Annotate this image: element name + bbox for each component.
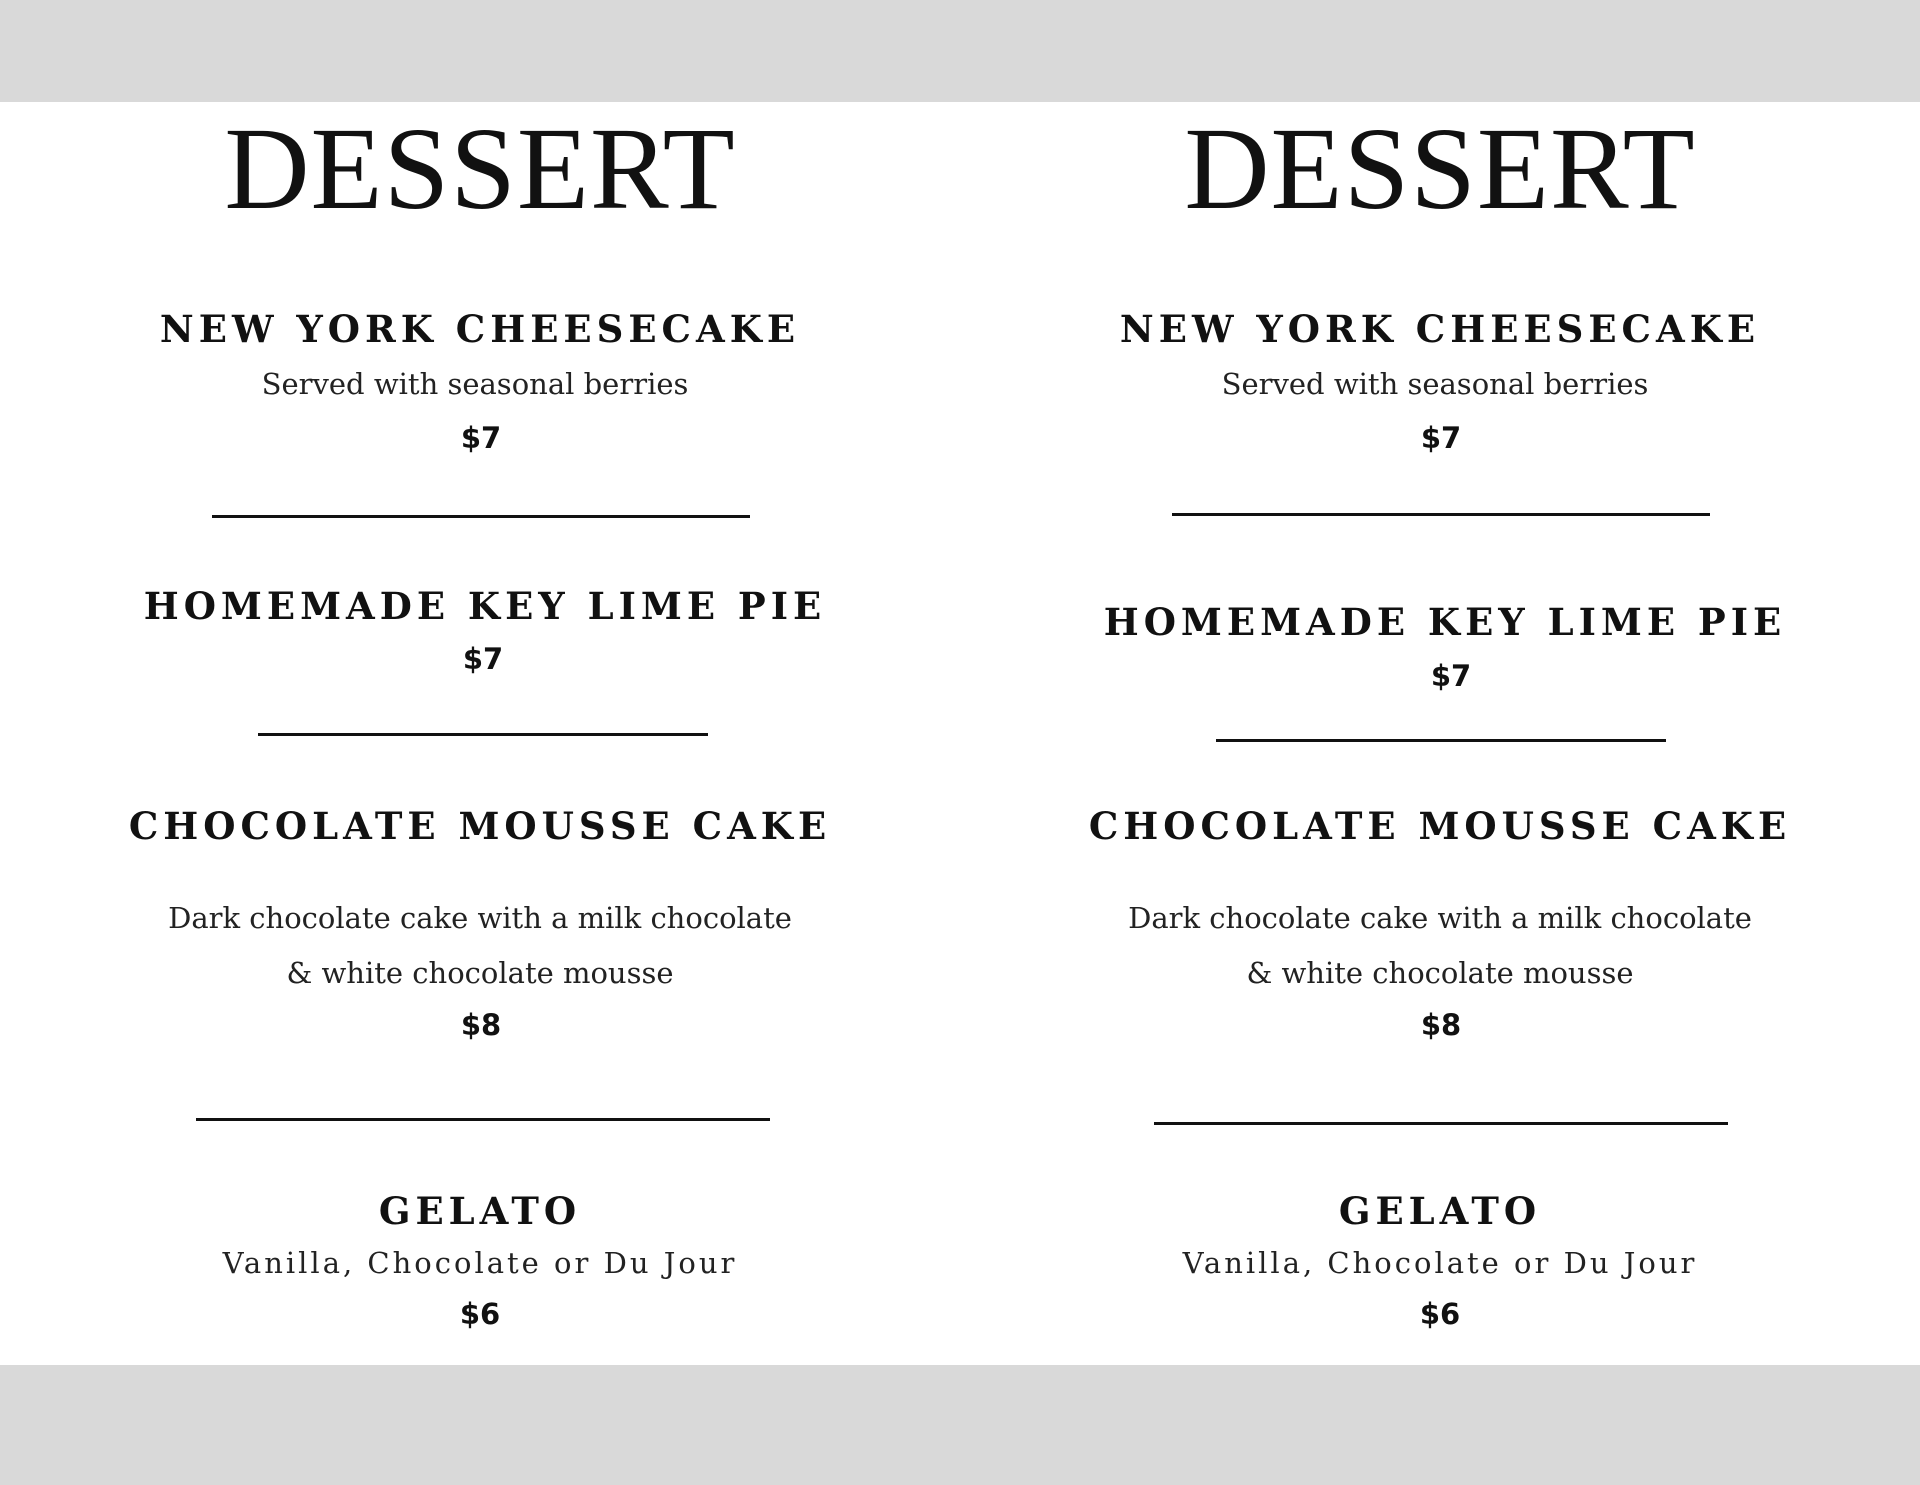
divider-rule (1172, 513, 1710, 516)
item-name-cheesecake: NEW YORK CHEESECAKE (159, 307, 801, 351)
item-price-key-lime-pie: $7 (462, 642, 504, 676)
item-name-gelato: GELATO (378, 1189, 582, 1233)
item-price-cheesecake: $7 (1420, 421, 1462, 455)
divider-rule (258, 733, 708, 736)
menu-title: DESSERT (224, 103, 736, 234)
item-description-chocolate-mousse-cake-line1: Dark chocolate cake with a milk chocolate (168, 901, 792, 935)
item-price-gelato: $6 (1419, 1297, 1461, 1331)
item-description-chocolate-mousse-cake-line1: Dark chocolate cake with a milk chocolate (1128, 901, 1752, 935)
item-price-gelato: $6 (459, 1297, 501, 1331)
item-description-gelato: Vanilla, Chocolate or Du Jour (1182, 1246, 1698, 1280)
item-price-chocolate-mousse-cake: $8 (460, 1008, 502, 1042)
item-price-cheesecake: $7 (460, 421, 502, 455)
item-price-chocolate-mousse-cake: $8 (1420, 1008, 1462, 1042)
item-name-chocolate-mousse-cake: CHOCOLATE MOUSSE CAKE (1088, 804, 1792, 848)
divider-rule (212, 515, 750, 518)
divider-rule (196, 1118, 770, 1121)
item-description-cheesecake: Served with seasonal berries (1221, 367, 1649, 401)
menu-right (960, 102, 1920, 1365)
item-price-key-lime-pie: $7 (1430, 659, 1472, 693)
divider-rule (1154, 1122, 1728, 1125)
item-name-key-lime-pie: HOMEMADE KEY LIME PIE (143, 584, 827, 628)
divider-rule (1216, 739, 1666, 742)
item-description-chocolate-mousse-cake-line2: & white chocolate mousse (286, 956, 674, 990)
menu-sheet (0, 102, 1920, 1365)
item-description-gelato: Vanilla, Chocolate or Du Jour (222, 1246, 738, 1280)
menu-title: DESSERT (1184, 103, 1696, 234)
item-name-key-lime-pie: HOMEMADE KEY LIME PIE (1103, 600, 1787, 644)
item-description-chocolate-mousse-cake-line2: & white chocolate mousse (1246, 956, 1634, 990)
item-name-chocolate-mousse-cake: CHOCOLATE MOUSSE CAKE (128, 804, 832, 848)
item-description-cheesecake: Served with seasonal berries (261, 367, 689, 401)
item-name-gelato: GELATO (1338, 1189, 1542, 1233)
menu-left (0, 102, 960, 1365)
item-name-cheesecake: NEW YORK CHEESECAKE (1119, 307, 1761, 351)
